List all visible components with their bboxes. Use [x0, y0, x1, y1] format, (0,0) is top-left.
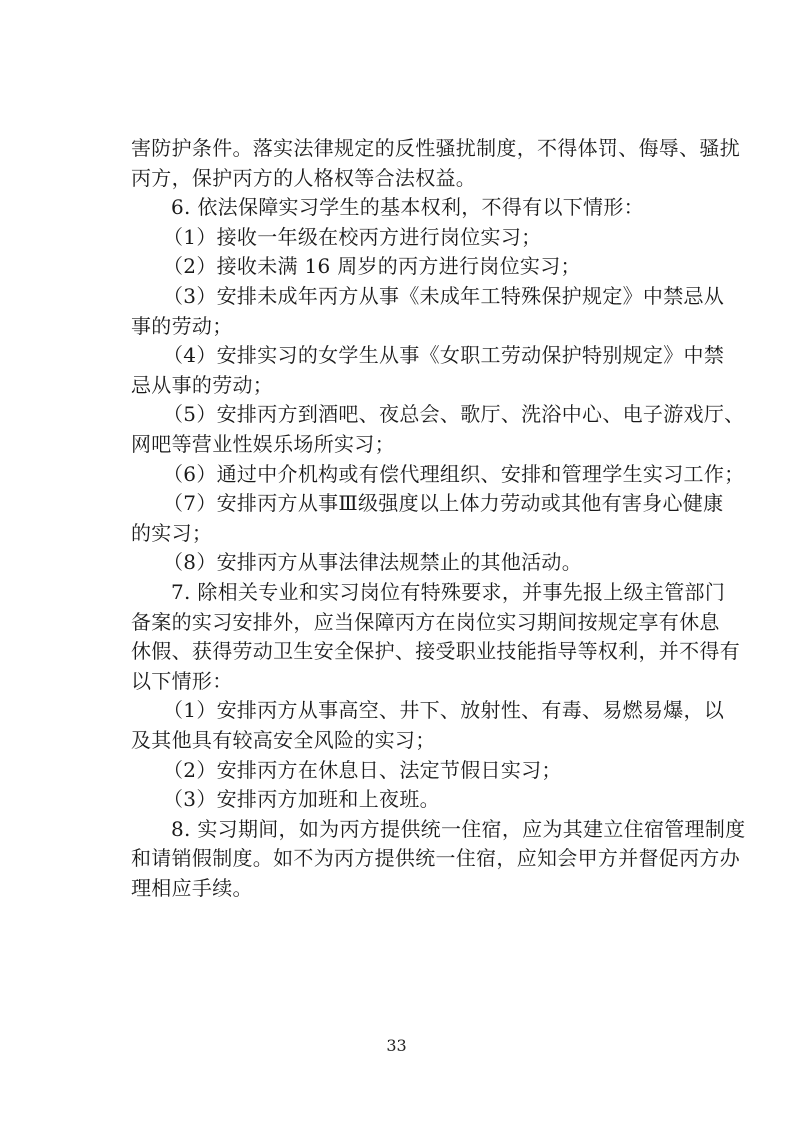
text-line: 事的劳动； — [131, 314, 233, 338]
text-line: 8. 实习期间，如为丙方提供统一住宿，应为其建立住宿管理制度 — [171, 817, 746, 841]
text-line: 备案的实习安排外，应当保障丙方在岗位实习期间按规定享有休息 — [131, 610, 720, 634]
text-line: （2）安排丙方在休息日、法定节假日实习； — [163, 758, 562, 782]
text-line: （4）安排实习的女学生从事《女职工劳动保护特别规定》中禁 — [163, 343, 725, 367]
text-line: 的实习； — [131, 521, 213, 545]
text-line: 和请销假制度。如不为丙方提供统一住宿，应知会甲方并督促丙方办 — [131, 846, 740, 870]
text-line: 网吧等营业性娱乐场所实习； — [131, 432, 395, 456]
text-line: （3）安排未成年丙方从事《未成年工特殊保护规定》中禁忌从 — [163, 284, 725, 308]
text-line: （6）通过中介机构或有偿代理组织、安排和管理学生实习工作； — [163, 462, 745, 486]
text-line: （7）安排丙方从事Ⅲ级强度以上体力劳动或其他有害身心健康 — [163, 491, 724, 515]
text-line: 休假、获得劳动卫生安全保护、接受职业技能指导等权利，并不得有 — [131, 639, 740, 663]
text-line: （1）安排丙方从事高空、井下、放射性、有毒、易燃易爆，以 — [163, 698, 725, 722]
text-line: （5）安排丙方到酒吧、夜总会、歌厅、洗浴中心、电子游戏厅、 — [163, 402, 745, 426]
text-line: 7. 除相关专业和实习岗位有特殊要求，并事先报上级主管部门 — [171, 580, 726, 604]
text-line: 以下情形： — [131, 669, 233, 693]
text-line: （2）接收未满 16 周岁的丙方进行岗位实习； — [163, 254, 581, 278]
text-line: 害防护条件。落实法律规定的反性骚扰制度，不得体罚、侮辱、骚扰 — [131, 136, 740, 160]
text-line: （1）接收一年级在校丙方进行岗位实习； — [163, 225, 542, 249]
text-line: 忌从事的劳动； — [131, 373, 274, 397]
text-line: 丙方，保护丙方的人格权等合法权益。 — [131, 166, 477, 190]
text-line: 理相应手续。 — [131, 876, 253, 900]
text-line: （3）安排丙方加班和上夜班。 — [163, 787, 440, 811]
page-number: 33 — [386, 1036, 407, 1055]
text-line: 及其他具有较高安全风险的实习； — [131, 728, 436, 752]
text-line: 6. 依法保障实习学生的基本权利，不得有以下情形： — [171, 195, 644, 219]
text-line: （8）安排丙方从事法律法规禁止的其他活动。 — [163, 550, 583, 574]
